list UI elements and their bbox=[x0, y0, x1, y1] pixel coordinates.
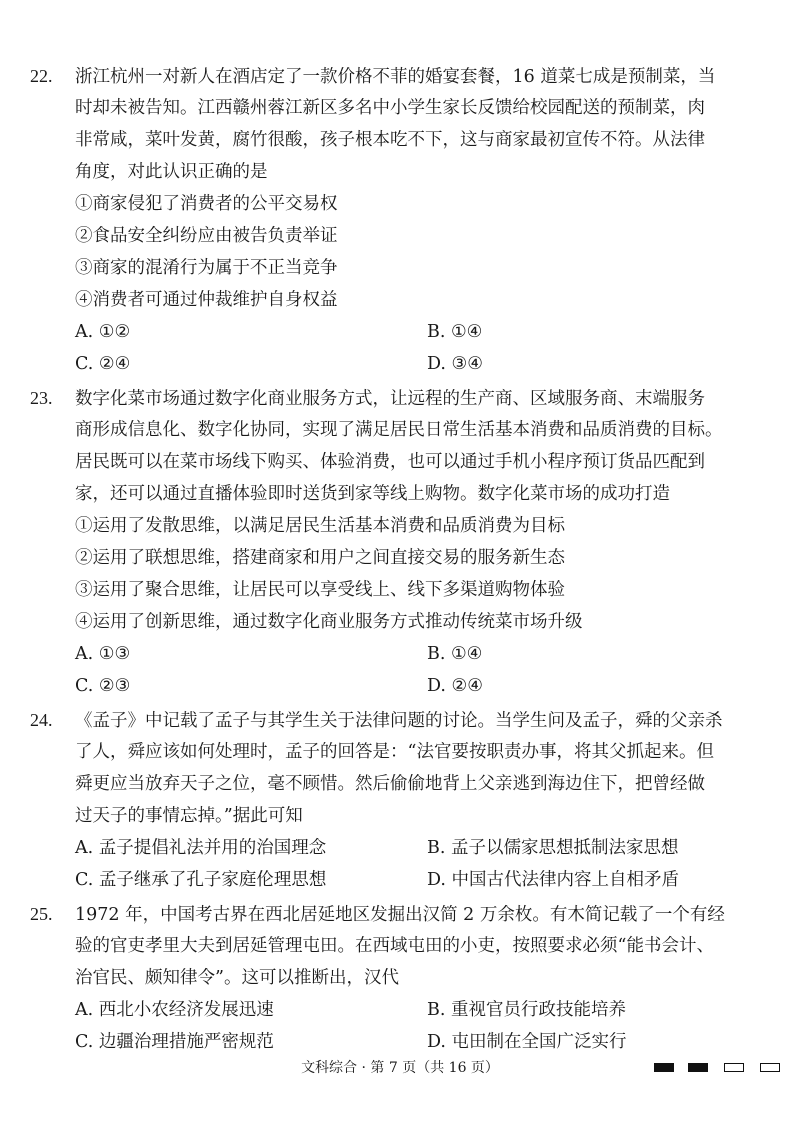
question-text: 治官民、颇知律令”。这可以推断出，汉代 bbox=[75, 968, 399, 988]
option-c: C. ②③ bbox=[75, 676, 131, 696]
question-23 bbox=[30, 382, 770, 702]
statement: ①商家侵犯了消费者的公平交易权 bbox=[75, 194, 338, 214]
option-a: A. ①② bbox=[75, 322, 131, 342]
options-row bbox=[30, 832, 770, 864]
question-text: 时却未被告知。江西赣州蓉江新区多名中小学生家长反馈给校园配送的预制菜，肉 bbox=[75, 98, 705, 118]
option-c: C. ②④ bbox=[75, 354, 131, 374]
question-number: 23. bbox=[30, 388, 53, 408]
filled-square-mark bbox=[654, 1063, 674, 1072]
option-b: B. 重视官员行政技能培养 bbox=[427, 1000, 626, 1020]
question-text: 验的官吏孝里大夫到居延管理屯田。在西域屯田的小吏，按照要求必须“能书会计、 bbox=[75, 936, 714, 956]
statement: ③运用了聚合思维，让居民可以享受线上、线下多渠道购物体验 bbox=[75, 580, 565, 600]
question-text: 浙江杭州一对新人在酒店定了一款价格不菲的婚宴套餐，16 道菜七成是预制菜，当 bbox=[75, 67, 716, 87]
option-c: C. 孟子继承了孔子家庭伦理思想 bbox=[75, 870, 327, 890]
option-b: B. ①④ bbox=[427, 322, 483, 342]
options-row bbox=[30, 316, 770, 348]
statement: ①运用了发散思维，以满足居民生活基本消费和品质消费为目标 bbox=[75, 516, 565, 536]
question-text: 过天子的事情忘掉。”据此可知 bbox=[75, 806, 303, 826]
question-number: 25. bbox=[30, 904, 53, 924]
options-row bbox=[30, 1026, 770, 1058]
option-a: A. 孟子提倡礼法并用的治国理念 bbox=[75, 838, 327, 858]
options-row bbox=[30, 994, 770, 1026]
question-text: 1972 年，中国考古界在西北居延地区发掘出汉简 2 万余枚。有木简记载了一个有经 bbox=[75, 905, 725, 925]
question-22 bbox=[30, 60, 770, 380]
option-b: B. ①④ bbox=[427, 644, 483, 664]
question-text: 数字化菜市场通过数字化商业服务方式，让远程的生产商、区域服务商、末端服务 bbox=[75, 389, 705, 409]
options-row bbox=[30, 670, 770, 702]
statement: ③商家的混淆行为属于不正当竞争 bbox=[75, 258, 338, 278]
question-text: 非常咸，菜叶发黄，腐竹很酸，孩子根本吃不下，这与商家最初宣传不符。从法律 bbox=[75, 130, 705, 150]
option-a: A. ①③ bbox=[75, 644, 131, 664]
question-24 bbox=[30, 704, 770, 896]
question-text: 居民既可以在菜市场线下购买、体验消费，也可以通过手机小程序预订货品匹配到 bbox=[75, 452, 705, 472]
question-number: 24. bbox=[30, 710, 53, 730]
filled-square-mark bbox=[688, 1063, 708, 1072]
question-number: 22. bbox=[30, 66, 53, 86]
option-c: C. 边疆治理措施严密规范 bbox=[75, 1032, 274, 1052]
option-b: B. 孟子以儒家思想抵制法家思想 bbox=[427, 838, 679, 858]
question-text: 了人，舜应该如何处理时，孟子的回答是：“法官要按职责办事，将其父抓起来。但 bbox=[75, 742, 714, 762]
statement: ②食品安全纠纷应由被告负责举证 bbox=[75, 226, 338, 246]
option-d: D. ③④ bbox=[427, 354, 483, 374]
empty-square-mark bbox=[724, 1063, 744, 1072]
option-d: D. ②④ bbox=[427, 676, 483, 696]
option-a: A. 西北小农经济发展迅速 bbox=[75, 1000, 274, 1020]
empty-square-mark bbox=[760, 1063, 780, 1072]
question-text: 角度，对此认识正确的是 bbox=[75, 162, 268, 182]
question-text: 商形成信息化、数字化协同，实现了满足居民日常生活基本消费和品质消费的目标。 bbox=[75, 420, 723, 440]
question-text: 家，还可以通过直播体验即时送货到家等线上购物。数字化菜市场的成功打造 bbox=[75, 484, 670, 504]
option-d: D. 中国古代法律内容上自相矛盾 bbox=[427, 870, 680, 890]
options-row bbox=[30, 638, 770, 670]
statement: ④运用了创新思维，通过数字化商业服务方式推动传统菜市场升级 bbox=[75, 612, 583, 632]
question-text: 舜更应当放弃天子之位，毫不顾惜。然后偷偷地背上父亲逃到海边住下，把曾经做 bbox=[75, 774, 705, 794]
options-row bbox=[30, 864, 770, 896]
question-text: 《孟子》中记载了孟子与其学生关于法律问题的讨论。当学生问及孟子，舜的父亲杀 bbox=[75, 711, 723, 731]
options-row bbox=[30, 348, 770, 380]
statement: ④消费者可通过仲裁维护自身权益 bbox=[75, 290, 338, 310]
page-footer: 文科综合 · 第 7 页（共 16 页） bbox=[301, 1060, 499, 1076]
question-25 bbox=[30, 898, 770, 1058]
option-d: D. 屯田制在全国广泛实行 bbox=[427, 1032, 627, 1052]
statement: ②运用了联想思维，搭建商家和用户之间直接交易的服务新生态 bbox=[75, 548, 565, 568]
